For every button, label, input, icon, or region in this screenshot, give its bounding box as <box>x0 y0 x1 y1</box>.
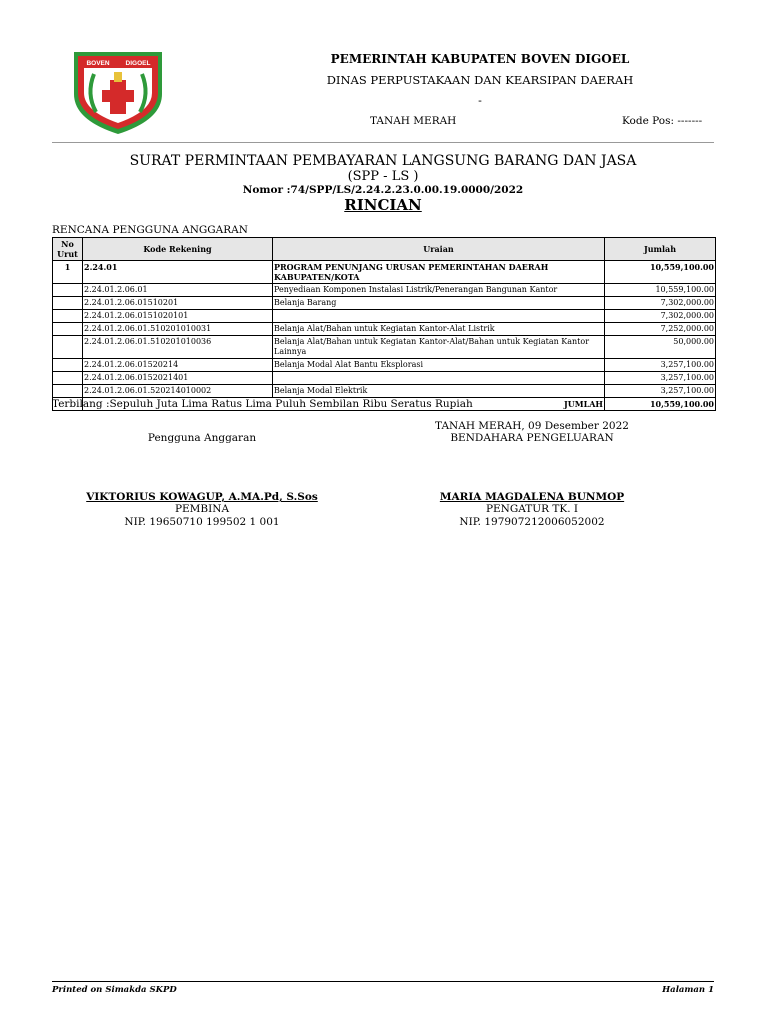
cell-amount: 10,559,100.00 <box>605 284 716 297</box>
cell-no <box>53 359 83 372</box>
cell-description <box>273 372 605 385</box>
postal-code: Kode Pos: ------- <box>622 115 703 127</box>
cell-amount: 3,257,100.00 <box>605 385 716 398</box>
logo-text-left: BOVEN <box>86 60 110 67</box>
document-title: SURAT PERMINTAAN PEMBAYARAN LANGSUNG BARANG DAN JASA <box>129 153 637 169</box>
treasurer-nip: NIP. 197907212006052002 <box>459 516 605 528</box>
cell-no <box>53 297 83 310</box>
cell-description: Belanja Modal Alat Bantu Eksplorasi <box>273 359 605 372</box>
regency-emblem-logo <box>66 46 170 136</box>
cell-amount: 7,252,000.00 <box>605 323 716 336</box>
cell-code: 2.24.01.2.06.01520214 <box>83 359 273 372</box>
cell-description: Belanja Alat/Bahan untuk Kegiatan Kantor-Alat Listrik <box>273 323 605 336</box>
table-row <box>53 336 716 359</box>
cell-code: 2.24.01.2.06.01.510201010036 <box>83 336 273 359</box>
page-number: Halaman 1 <box>662 985 714 995</box>
cell-code: 2.24.01.2.06.0151020101 <box>83 310 273 323</box>
signature-place-date: TANAH MERAH, 09 Desember 2022 <box>435 420 629 432</box>
treasurer-role: BENDAHARA PENGELUARAN <box>450 432 614 444</box>
cell-description <box>273 310 605 323</box>
document-number: Nomor :74/SPP/LS/2.24.2.23.0.00.19.0000/2022 <box>242 184 524 196</box>
header-amount: Jumlah <box>605 238 716 261</box>
amount-in-words: Terbilang :Sepuluh Juta Lima Ratus Lima Puluh Sembilan Ribu Seratus Rupiah <box>52 398 473 410</box>
cell-no <box>53 323 83 336</box>
table-row <box>53 261 716 284</box>
header-description: Uraian <box>273 238 605 261</box>
details-heading: RINCIAN <box>344 196 422 214</box>
document-subtitle: (SPP - LS ) <box>347 169 419 184</box>
table-row <box>53 297 716 310</box>
cell-description: PROGRAM PENUNJANG URUSAN PEMERINTAHAN DAERAH KABUPATEN/KOTA <box>273 261 605 284</box>
cell-amount: 3,257,100.00 <box>605 372 716 385</box>
header-dash: - <box>478 94 482 107</box>
department-name: DINAS PERPUSTAKAAN DAN KEARSIPAN DAERAH <box>326 73 634 87</box>
cell-no <box>53 372 83 385</box>
table-header-row <box>53 238 716 261</box>
cell-code: 2.24.01.2.06.01510201 <box>83 297 273 310</box>
table-row <box>53 323 716 336</box>
cell-code: 2.24.01 <box>83 261 273 284</box>
header-code: Kode Rekening <box>83 238 273 261</box>
cell-no <box>53 284 83 297</box>
section-label: RENCANA PENGGUNA ANGGARAN <box>52 224 248 236</box>
total-amount: 10,559,100.00 <box>605 398 716 411</box>
cell-description: Belanja Barang <box>273 297 605 310</box>
header-city: TANAH MERAH <box>370 115 457 127</box>
header-divider <box>52 142 714 143</box>
table-row <box>53 310 716 323</box>
cell-description: Penyediaan Komponen Instalasi Listrik/Penerangan Bangunan Kantor <box>273 284 605 297</box>
header-no: No Urut <box>53 238 83 261</box>
cell-amount: 10,559,100.00 <box>605 261 716 284</box>
cell-amount: 7,302,000.00 <box>605 310 716 323</box>
table-row <box>53 372 716 385</box>
printed-on-label: Printed on Simakda SKPD <box>52 985 177 995</box>
cell-description: Belanja Alat/Bahan untuk Kegiatan Kantor-Alat/Bahan untuk Kegiatan Kantor Lainnya <box>273 336 605 359</box>
cell-code: 2.24.01.2.06.01.510201010031 <box>83 323 273 336</box>
table-row <box>53 359 716 372</box>
cell-amount: 3,257,100.00 <box>605 359 716 372</box>
total-label: JUMLAH <box>83 398 605 411</box>
cell-code: 2.24.01.2.06.01 <box>83 284 273 297</box>
cell-no <box>53 336 83 359</box>
cell-amount: 7,302,000.00 <box>605 297 716 310</box>
cell-code: 2.24.01.2.06.0152021401 <box>83 372 273 385</box>
cell-no <box>53 310 83 323</box>
budget-user-name: VIKTORIUS KOWAGUP, A.MA.Pd, S.Sos <box>86 491 318 503</box>
budget-user-rank: PEMBINA <box>174 503 230 515</box>
table-row <box>53 284 716 297</box>
government-name: PEMERINTAH KABUPATEN BOVEN DIGOEL <box>330 52 630 66</box>
cell-no: 1 <box>53 261 83 284</box>
treasurer-rank: PENGATUR TK. I <box>485 503 579 515</box>
table-row <box>53 385 716 398</box>
cell-no <box>53 385 83 398</box>
footer-divider <box>52 981 714 982</box>
cell-description: Belanja Modal Elektrik <box>273 385 605 398</box>
cell-amount: 50,000.00 <box>605 336 716 359</box>
treasurer-name: MARIA MAGDALENA BUNMOP <box>439 491 625 503</box>
budget-user-nip: NIP. 19650710 199502 1 001 <box>124 516 280 528</box>
cell-code: 2.24.01.2.06.01.520214010002 <box>83 385 273 398</box>
budget-user-role: Pengguna Anggaran <box>147 432 257 444</box>
logo-text-right: DIGOEL <box>125 60 151 67</box>
budget-items-table <box>52 237 716 411</box>
